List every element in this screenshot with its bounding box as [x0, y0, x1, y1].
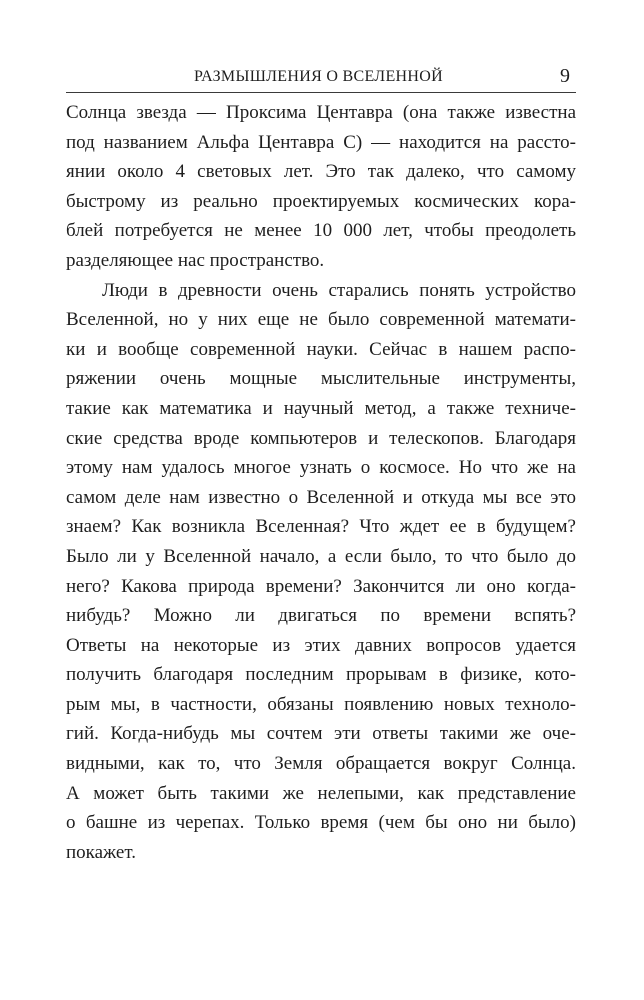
- text-line: разделяющее нас пространство.: [66, 249, 325, 271]
- paragraph-2: [66, 276, 576, 868]
- text-line: Вселенной, но у них еще не было современной математи-: [66, 309, 576, 331]
- text-line: Люди в древности очень старались понять устройство: [102, 279, 576, 301]
- text-line: этому нам удалось многое узнать о космосе. Но что же на: [66, 457, 576, 479]
- paragraph-1: [66, 98, 576, 276]
- text-line: Ответы на некоторые из этих давних вопросов удается: [66, 634, 576, 656]
- text-line: ские средства вроде компьютеров и телескопов. Благодаря: [66, 427, 576, 449]
- text-line: гий. Когда-нибудь мы сочтем эти ответы такими же оче-: [66, 723, 576, 745]
- text-line: под названием Альфа Центавра С) — находится на рассто-: [66, 131, 576, 153]
- text-line: ки и вообще современной науки. Сейчас в нашем распо-: [66, 338, 576, 360]
- page-number: 9: [560, 65, 570, 87]
- text-line: такие как математика и научный метод, а также техниче-: [66, 397, 576, 419]
- text-line: знаем? Как возникла Вселенная? Что ждет ее в будущем?: [66, 516, 576, 538]
- text-line: покажет.: [66, 841, 136, 863]
- text-line: него? Какова природа времени? Закончится ли оно когда-: [66, 575, 576, 597]
- text-line: янии около 4 световых лет. Это так далеко, что самому: [66, 161, 576, 183]
- text-line: Было ли у Вселенной начало, а если было, то что было до: [66, 545, 576, 567]
- text-line: блей потребуется не менее 10 000 лет, чтобы преодолеть: [66, 220, 576, 242]
- text-line: А может быть такими же нелепыми, как представление: [66, 782, 576, 804]
- running-header: [66, 66, 576, 93]
- text-line: рым мы, в частности, обязаны появлению новых техноло-: [66, 693, 576, 715]
- text-line: видными, как то, что Земля обращается вокруг Солнца.: [66, 753, 576, 775]
- text-line: получить благодаря последним прорывам в физике, кото-: [66, 664, 576, 686]
- text-line: самом деле нам известно о Вселенной и откуда мы все это: [66, 486, 576, 508]
- text-line: Солнца звезда — Проксима Центавра (она также известна: [66, 102, 576, 123]
- running-title: РАЗМЫШЛЕНИЯ О ВСЕЛЕННОЙ: [194, 68, 443, 85]
- text-line: о башне из черепах. Только время (чем бы оно ни было): [66, 812, 576, 834]
- text-line: нибудь? Можно ли двигаться по времени вспять?: [66, 605, 576, 627]
- body-text: [66, 98, 576, 867]
- text-line: ряжении очень мощные мыслительные инструменты,: [66, 368, 576, 390]
- text-line: быстрому из реально проектируемых космических кора-: [66, 190, 576, 212]
